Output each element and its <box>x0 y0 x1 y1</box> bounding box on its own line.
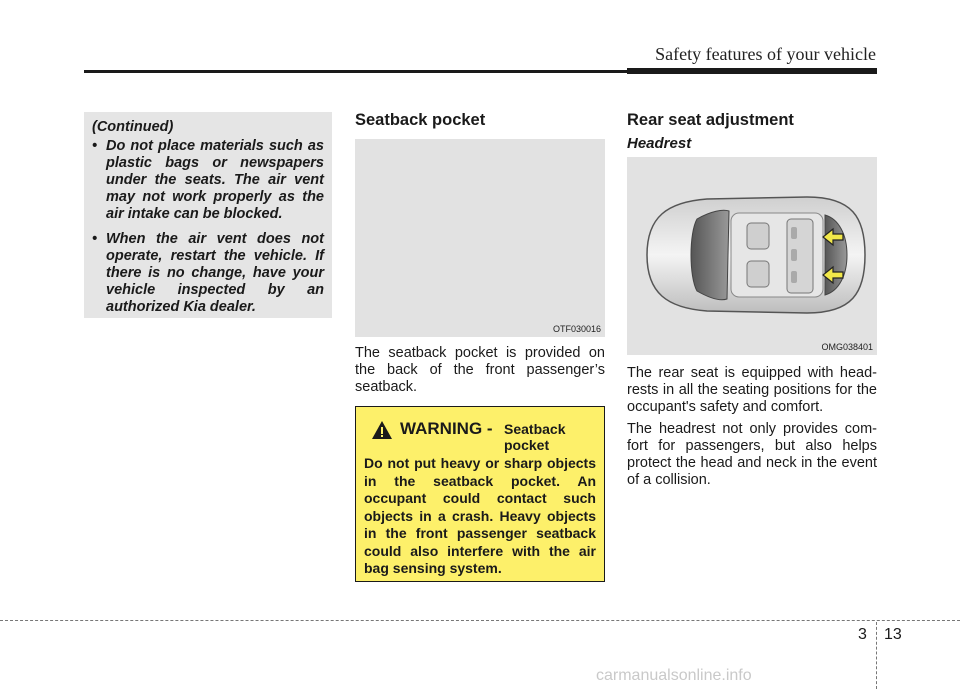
caution-item <box>92 138 324 223</box>
rear-seat-paragraph: The rear seat is equipped with head-rests in all the seating positions for the occupant's safety and comfort. <box>627 365 877 415</box>
image-code: OMG038401 <box>821 342 873 352</box>
seatback-pocket-body: The seatback pocket is provided on the back of the front passenger’s seatback. <box>355 345 605 395</box>
rear-seat-body <box>627 365 877 494</box>
continued-heading: (Continued) <box>92 119 174 135</box>
warning-label: WARNING - <box>400 419 493 438</box>
bullet-icon: • <box>92 138 98 154</box>
caution-item-text: Do not place materials such as plastic bags or newspapers under the seats. The air vent may not work properly as the air intake can be blocked. <box>106 138 324 222</box>
seatback-pocket-title: Seatback pocket <box>355 111 486 129</box>
car-top-view-icon <box>627 157 877 355</box>
warning-header <box>364 417 596 455</box>
continued-caution-box <box>84 112 332 318</box>
footer-divider <box>0 620 960 621</box>
warning-body: Do not put heavy or sharp objects in the seatback pocket. An occupant could contact such objects in a crash. Heavy objects in the front passenger seatback could also interfere with the air bag sensing system. <box>364 455 596 576</box>
bullet-icon: • <box>92 231 98 247</box>
headrest-subtitle: Headrest <box>627 135 692 152</box>
chapter-number: 3 <box>858 626 867 643</box>
caution-item-text: When the air vent does not operate, restart the vehicle. If there is no change, have your vehicle inspected by an authorized Kia dealer. <box>106 231 324 315</box>
rear-seat-paragraph: The headrest not only provides com-fort for passengers, but also helps protect the head and neck in the event of a collision. <box>627 421 877 488</box>
page-number: 13 <box>884 626 902 643</box>
footer-page-divider <box>876 622 877 689</box>
watermark: carmanualsonline.info <box>596 667 752 684</box>
header-rule-accent <box>627 68 877 74</box>
section-title: Safety features of your vehicle <box>655 44 876 64</box>
warning-topic: Seatback pocket <box>504 421 566 453</box>
caution-list <box>92 138 324 316</box>
car-headrest-illustration <box>627 157 877 355</box>
warning-box <box>355 406 605 582</box>
image-code: OTF030016 <box>552 324 601 334</box>
warning-triangle-icon <box>371 420 393 440</box>
rear-seat-title: Rear seat adjustment <box>627 111 794 129</box>
caution-item <box>92 231 324 316</box>
seatback-pocket-image <box>355 139 605 337</box>
